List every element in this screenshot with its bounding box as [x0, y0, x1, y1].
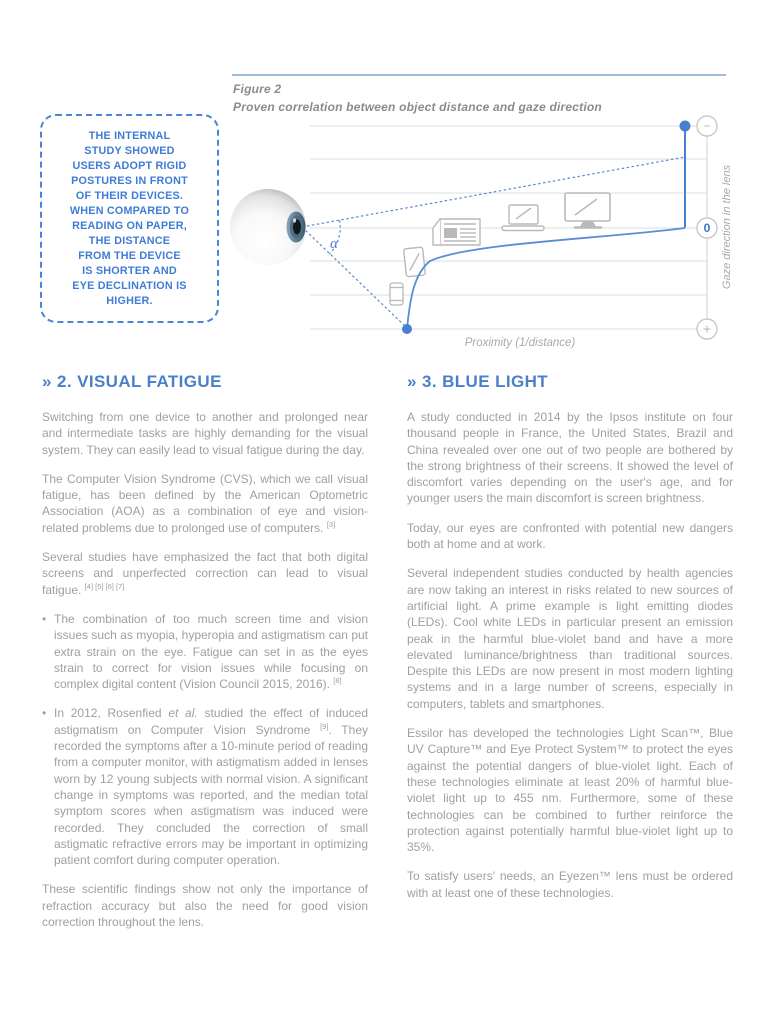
- figure-caption: Proven correlation between object distance and gaze direction: [233, 100, 602, 114]
- callout-line: THE DISTANCE: [88, 234, 171, 247]
- section-visual-fatigue: [42, 372, 368, 943]
- reference-marker: [8]: [333, 676, 342, 686]
- callout-line: FROM THE DEVICE: [78, 249, 181, 262]
- minus-tick: −: [703, 119, 711, 133]
- eye-illustration: [230, 189, 306, 265]
- callout-line: STUDY SHOWED: [84, 144, 175, 157]
- plus-tick: +: [702, 320, 712, 337]
- reference-marker: [4] [5] [6] [7]: [84, 581, 125, 591]
- bullet-marker: •: [42, 706, 47, 721]
- proximity-axis-label: Proximity (1/distance): [464, 337, 576, 349]
- paragraph: Essilor has developed the technologies Light Scan™, Blue UV Capture™ and Eye Protect System™ to protect the eyes against the potential dangers of blue-violet light. Each of these technologies eliminate at least 20% of harmful blue-violet light up to 455 nm. Furthermore, some of these technologies can be combined to further reinforce the protection against potentially harmful blue-violet light up to 35%.: [407, 726, 733, 855]
- paragraph: Today, our eyes are confronted with potential new dangers both at home and at work.: [407, 520, 733, 552]
- paragraph: Several studies have emphasized the fact that both digital screens and unperfected correction can lead to visual fatigue. [4] [5] [6] [7]: [42, 550, 368, 597]
- callout-line: USERS ADOPT RIGID: [72, 159, 187, 172]
- smartphone-icon: [390, 283, 403, 305]
- laptop-icon: [502, 205, 544, 231]
- visual-fatigue-title: » 2. VISUAL FATIGUE: [42, 372, 222, 391]
- paragraph: Several independent studies conducted by health agencies are now taking an interest in risks related to new sources of artificial light. A prime example is light emitting diodes (LEDs). Cool white LEDs in particular present an emission peak in the harmful blue-violet band and have a more elevated luminance/brightness than traditional sources. Despite this LEDs are now present in most modern lighting systems and in a large number of screens, especially in computers, tablets and smartphones.: [407, 566, 733, 711]
- paragraph: A study conducted in 2014 by the Ipsos institute on four thousand people in France, the United States, Brazil and China revealed over one out of two people are bothered by the strong brightness of their screens. It showed the level of discomfort varies depending on the user's age, and for younger users the main discomfort is screen brightness.: [407, 410, 733, 506]
- paragraph: To satisfy users' needs, an Eyezen™ lens must be ordered with at least one of these technologies.: [407, 869, 733, 900]
- section-blue-light: [407, 372, 733, 914]
- alpha-angle-label: α: [330, 236, 338, 252]
- callout-line: OF THEIR DEVICES.: [75, 189, 184, 202]
- blue-light-title: » 3. BLUE LIGHT: [407, 372, 549, 391]
- bullet-item: • The combination of too much screen time and vision issues such as myopia, hyperopia and astigmatism can put extra strain on the eye. Fatigue can set in as the eyes strain to correct for vision issues while focusing on complex digital content (Vision Council 2015, 2016). [8]: [42, 611, 368, 692]
- figure-top-rule: [232, 74, 726, 76]
- bullet-item: • In 2012, Rosenfied et al. studied the effect of induced astigmatism on Computer Vision Syndrome [9]. They recorded the symptoms after a 10-minute period of reading from a computer monitor, with astigmatism added in lenses worn by 12 young subjects with normal vision. A significant change in symptoms was reported, and the median total symptom scores when astigmatism was induced were recorded. They concluded the correction of small astigmatic refractive errors may be important in optimizing patient comfort during computer operation.: [42, 706, 369, 868]
- zero-tick: 0: [703, 221, 711, 235]
- tablet-icon: [404, 247, 426, 277]
- tv-icon: [565, 193, 610, 228]
- top-data-point: [680, 121, 691, 132]
- bottom-data-point: [402, 324, 412, 334]
- callout-line: EYE DECLINATION IS: [72, 279, 187, 292]
- gaze-dashed-lower: [302, 227, 407, 328]
- paragraph: These scientific findings show not only the importance of refraction accuracy but also the need for good vision correction throughout the lens.: [42, 882, 368, 930]
- callout-line: THE INTERNAL: [88, 129, 171, 142]
- callout-line: POSTURES IN FRONT: [71, 174, 188, 187]
- reference-marker: [9]: [320, 721, 329, 731]
- callout-line: READING ON PAPER,: [72, 219, 187, 232]
- paragraph: Switching from one device to another and prolonged near and intermediate tasks are highly demanding for the visual system. They can easily lead to visual fatigue during the day.: [42, 410, 368, 457]
- bullet-marker: •: [42, 611, 47, 626]
- newspaper-icon: [433, 219, 480, 245]
- figure-2-chart: [230, 115, 779, 365]
- callout-line: IS SHORTER AND: [82, 264, 177, 277]
- callout-line: HIGHER.: [106, 294, 153, 307]
- figure-label: Figure 2: [233, 82, 282, 96]
- paragraph: The Computer Vision Syndrome (CVS), which we call visual fatigue, has been defined by the American Optometric Association (AOA) as a combination of eye and vision-related problems due to prolonged use of computers. [3]: [42, 471, 368, 535]
- gaze-axis-label: Gaze direction in the lens: [721, 164, 733, 290]
- callout-line: WHEN COMPARED TO: [69, 204, 190, 217]
- reference-marker: [3]: [326, 519, 336, 529]
- gaze-dashed-upper: [302, 157, 685, 227]
- internal-study-callout: [40, 114, 219, 323]
